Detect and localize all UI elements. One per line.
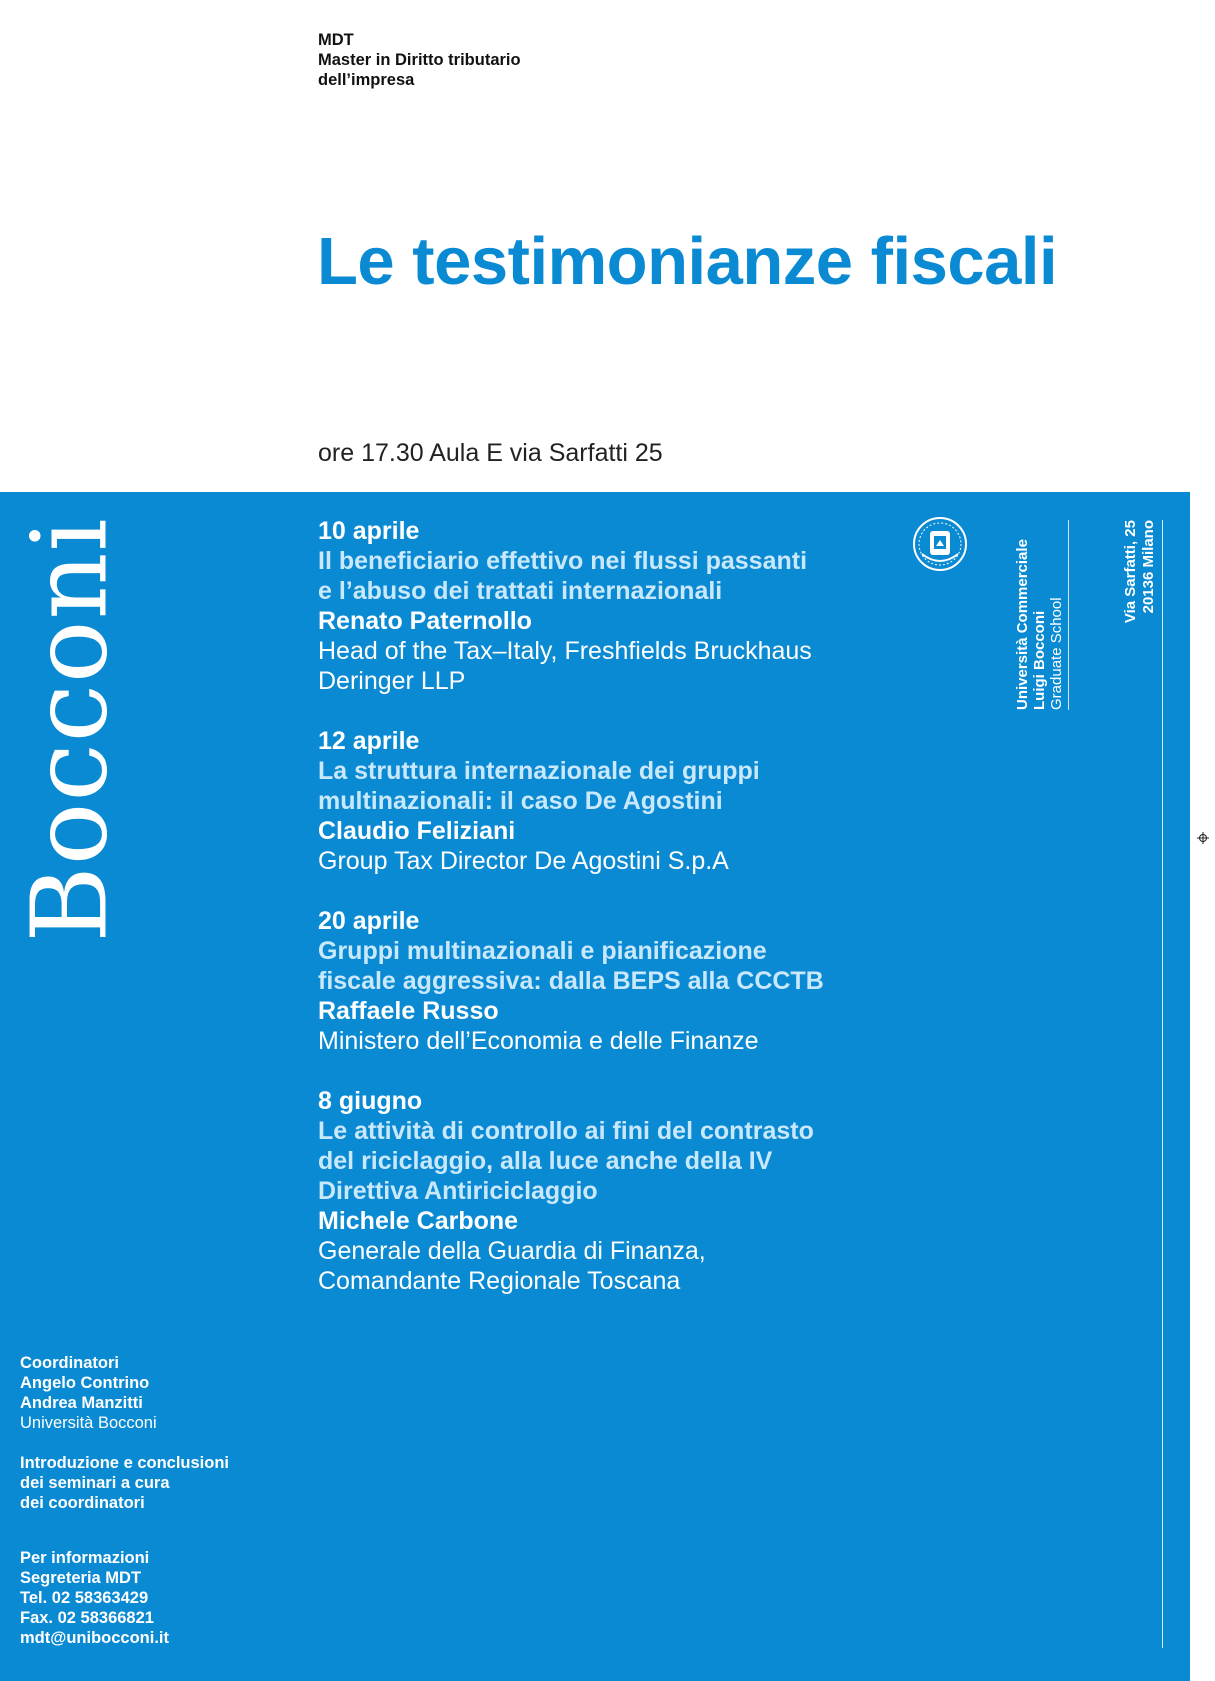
university-name-line1: Università Commerciale (1014, 539, 1031, 710)
event-date: 12 aprile (318, 727, 420, 755)
contact-email[interactable]: mdt@unibocconi.it (20, 1629, 169, 1647)
venue-info: ore 17.30 Aula E via Sarfatti 25 (318, 439, 663, 467)
events-list (318, 516, 918, 1326)
address-line1: Via Sarfatti, 25 (1122, 520, 1139, 624)
coordinator-name: Andrea Manzitti (20, 1394, 143, 1412)
event-item (318, 1086, 918, 1296)
event-role-line: Ministero dell’Economia e delle Finanze (318, 1027, 759, 1055)
program-name-line1: Master in Diritto tributario (318, 51, 521, 69)
bocconi-wordmark-text: Bocconi (9, 517, 132, 943)
event-topic-line: e l’abuso dei trattati internazionali (318, 577, 723, 605)
address-vertical (1122, 520, 1162, 630)
contact-phone: Tel. 02 58363429 (20, 1589, 149, 1607)
event-topic-line: Il beneficiario effettivo nei flussi passanti (318, 547, 808, 575)
registration-mark-icon (1197, 832, 1209, 844)
intro-block (20, 1453, 300, 1513)
university-name-vertical (1014, 520, 1066, 710)
event-date: 20 aprile (318, 907, 420, 935)
contact-office: Segreteria MDT (20, 1569, 142, 1587)
university-name-line3: Graduate School (1048, 597, 1065, 710)
program-name-line2: dell’impresa (318, 71, 415, 89)
program-header (318, 30, 521, 90)
event-topic-line: del riciclaggio, alla luce anche della IV (318, 1147, 773, 1175)
intro-line: dei coordinatori (20, 1494, 145, 1512)
contact-heading: Per informazioni (20, 1549, 150, 1567)
event-speaker: Raffaele Russo (318, 997, 499, 1025)
coordinators-block (20, 1353, 300, 1433)
university-name-line2: Luigi Bocconi (1031, 610, 1048, 710)
event-topic-line: La struttura internazionale dei gruppi (318, 757, 760, 785)
event-speaker: Michele Carbone (318, 1207, 519, 1235)
event-topic-line: Gruppi multinazionali e pianificazione (318, 937, 767, 965)
contact-block (20, 1548, 300, 1648)
address-line2: 20136 Milano (1140, 520, 1157, 614)
event-item (318, 516, 918, 696)
bocconi-wordmark (9, 515, 132, 945)
event-role-line: Comandante Regionale Toscana (318, 1267, 681, 1295)
event-topic-line: Le attività di controllo ai fini del contrasto (318, 1117, 814, 1145)
event-date: 8 giugno (318, 1087, 423, 1115)
program-acronym: MDT (318, 31, 354, 49)
coordinator-name: Angelo Contrino (20, 1374, 150, 1392)
university-seal-icon (912, 516, 968, 572)
coordinators-affiliation: Università Bocconi (20, 1414, 157, 1432)
event-role-line: Deringer LLP (318, 667, 466, 695)
event-item (318, 906, 918, 1056)
event-speaker: Claudio Feliziani (318, 817, 516, 845)
divider (1162, 520, 1163, 1648)
divider (1068, 520, 1069, 710)
intro-line: dei seminari a cura (20, 1474, 170, 1492)
event-role-line: Group Tax Director De Agostini S.p.A (318, 847, 729, 875)
event-speaker: Renato Paternollo (318, 607, 532, 635)
event-item (318, 726, 918, 876)
event-role-line: Generale della Guardia di Finanza, (318, 1237, 706, 1265)
event-topic-line: Direttiva Antiriciclaggio (318, 1177, 598, 1205)
event-date: 10 aprile (318, 517, 420, 545)
contact-fax: Fax. 02 58366821 (20, 1609, 154, 1627)
event-role-line: Head of the Tax–Italy, Freshfields Bruckhaus (318, 637, 812, 665)
event-topic-line: fiscale aggressiva: dalla BEPS alla CCCTB (318, 967, 824, 995)
coordinators-heading: Coordinatori (20, 1354, 119, 1372)
page-title: Le testimonianze fiscali (317, 224, 1058, 299)
event-topic-line: multinazionali: il caso De Agostini (318, 787, 723, 815)
intro-line: Introduzione e conclusioni (20, 1454, 230, 1472)
